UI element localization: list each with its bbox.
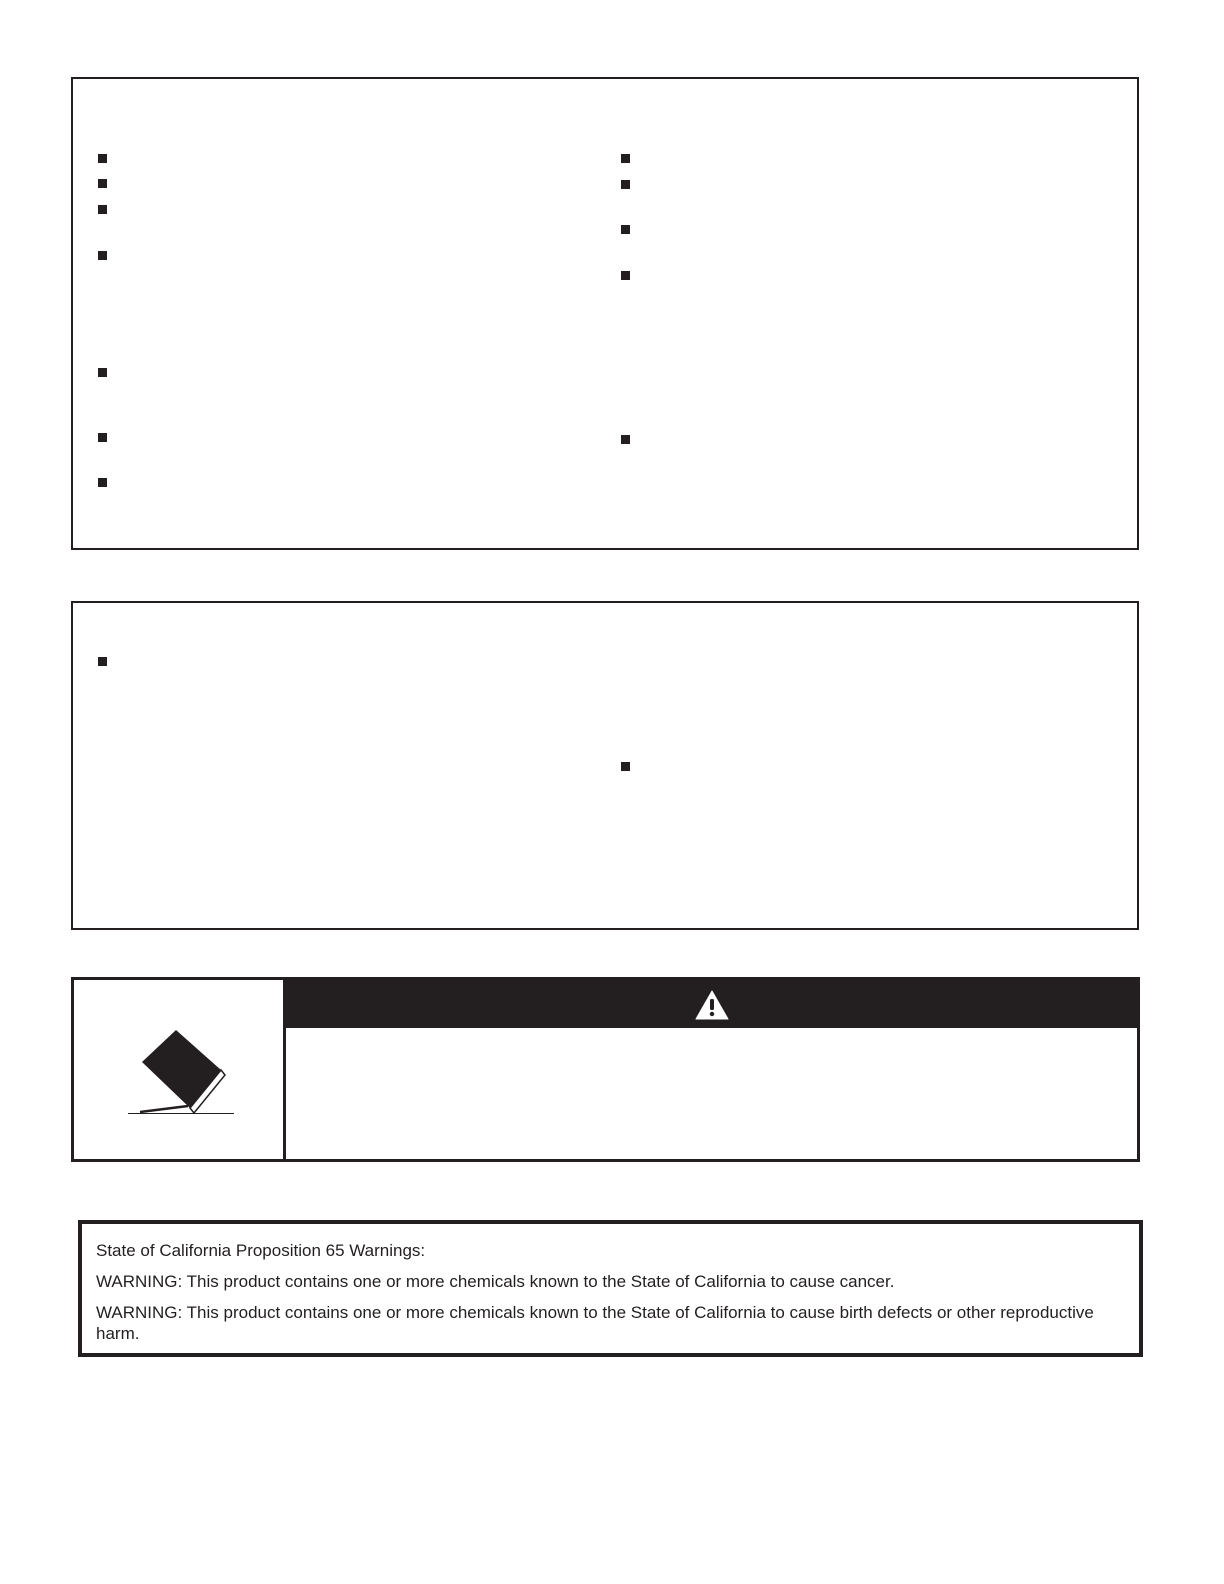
- bullet-icon: [98, 205, 107, 214]
- bullet-icon: [98, 433, 107, 442]
- safety-instructions-box: [71, 77, 1139, 550]
- tip-over-warning-panel: [71, 977, 1140, 1162]
- prop65-notice: [78, 1220, 1143, 1357]
- prop65-cancer-warning: WARNING: This product contains one or more chemicals known to the State of California to cause cancer.: [96, 1272, 895, 1291]
- bullet-icon: [98, 179, 107, 188]
- tip-over-icon: [124, 1028, 236, 1114]
- bullet-icon: [98, 251, 107, 260]
- bullet-icon: [98, 657, 107, 666]
- additional-instructions-box: [71, 601, 1139, 930]
- bullet-icon: [621, 180, 630, 189]
- bullet-icon: [621, 271, 630, 280]
- bullet-icon: [98, 368, 107, 377]
- tip-over-pictogram-cell: [74, 980, 286, 1159]
- prop65-heading: State of California Proposition 65 Warnings:: [96, 1241, 426, 1260]
- bullet-icon: [98, 154, 107, 163]
- bullet-icon: [621, 225, 630, 234]
- warning-triangle-icon: [695, 990, 729, 1020]
- bullet-icon: [621, 762, 630, 771]
- bullet-icon: [98, 478, 107, 487]
- warning-body: [286, 1028, 1137, 1159]
- bullet-icon: [621, 435, 630, 444]
- warning-header-bar: [286, 980, 1137, 1028]
- prop65-birth-defects-warning: WARNING: This product contains one or more chemicals known to the State of California to cause birth defects or other reproductive harm.: [96, 1303, 1094, 1343]
- bullet-icon: [621, 154, 630, 163]
